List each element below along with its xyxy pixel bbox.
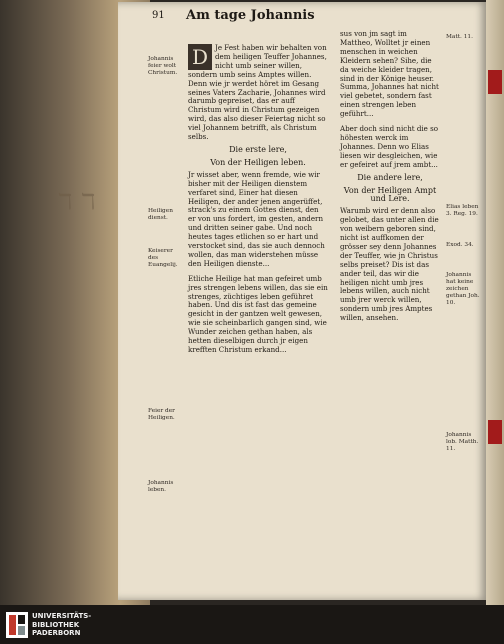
paragraph: Etliche Heilige hat man gefeiret umb jres strengen lebens willen, das sie ein strenges, züchtiges leben geführet haben. Und dis ist fast das gemeine gesicht in der gantzen welt gewesen, wie sie scheinbarlich gangen sind, wie Wunder zeichen gethan haben, als hetten dieselbigen durch jr eigen krefften Christum erkand... [188, 273, 328, 354]
next-pages-edge [486, 0, 504, 605]
running-head: Am tage Johannis [186, 8, 315, 23]
bookmark-tab [488, 70, 502, 94]
margin-note: Exod. 34. [446, 242, 474, 248]
paragraph: Warumb wird er denn also gelobet, das unter allen die von weibern geboren sind, nicht ist auffkomen der grösser sey denn Johannes der Teuffer, wie jn Christus selbs preiset? Dis ist das ander teil, das wir die heiligen nicht umb jres lebens willen, auch nicht umb jrer werck willen, sondern umb jres Amptes willen, ansehen. [340, 206, 439, 323]
margin-note: Keiserer des Euangelij. [148, 248, 178, 268]
paragraph: Je Fest haben wir behalten von dem heiligen Teuffer Johannes, nicht umb seiner willen, sondern umb seins Amptes willen. Denn wie jr werdet höret im Gesang seines Vaters Zacharie, Johannes wird darumb gepreiset, das er auff Christum wird in Christum gezeigen wird, das also dieser Feiertag nicht so viel Johannem betrifft, als Christum selbs. [188, 43, 327, 142]
paragraph: Jr wisset aber, wenn fremde, wie wir bisher mit der Heiligen dienstem verfaret sind, Einer hat diesen Heiligen, der ander jenen angerüffet, strack's zu einem Gottes dienst, den er von uns fordert, im gesten, andern und dritten seiner gabe. Und noch heutes tages etlichen so er hart und verstocket sind, das sie auch dennoch wollen, das man widerstehen müsse den Heiligen dienste... [188, 169, 325, 268]
library-name-line: UNIVERSITÄTS- [32, 612, 92, 620]
margin-note: Johannis lob. Matth. 11. [446, 432, 479, 452]
folio-number: 91 [152, 10, 165, 21]
library-logo-icon [6, 612, 28, 638]
decorated-initial: D [188, 44, 212, 70]
library-name-line: BIBLIOTHEK [32, 620, 80, 629]
library-name-line: PADERBORN [32, 629, 81, 637]
text-column-left [188, 44, 328, 355]
bookmark-tab [488, 420, 502, 444]
margin-note: Elias leben 3. Reg. 19. [446, 204, 479, 217]
text-column-right [340, 30, 440, 323]
section-title: Die erste lere, [229, 144, 287, 154]
section-title: Die andere lere, [357, 172, 423, 182]
margin-note: Heiligen dienst. [148, 208, 173, 221]
margin-note: Johannis hat keine zeichen gethan Joh. 10. [446, 272, 480, 306]
margin-note: Johannis feier wolt Christum. [148, 56, 178, 76]
section-subtitle: Von der Heiligen leben. [210, 157, 306, 167]
library-name [32, 612, 91, 638]
faded-show-through: ℸ ℸ [58, 190, 97, 215]
margin-note: Feier der Heiligen. [148, 408, 175, 421]
section-subtitle: Von der Heiligen Ampt und Lere. [343, 185, 437, 204]
paragraph: Aber doch sind nicht die so höhesten werck im Johannes. Denn wo Elias liesen wir desgleichen, wie er gefeiret auf jrem ambt... [340, 124, 439, 169]
margin-note: Johannis leben. [148, 480, 174, 493]
margin-note: Matt. 11. [446, 34, 473, 40]
paragraph: sus von jm sagt im Mattheo, Wolltet jr einen menschen in weichen Kleidern sehen? Sihe, die da weiche kleider tragen, sind in der Könige heuser. Summa, Johannes hat nicht viel gebetet, sondern fast einen strengen leben geführt... [340, 29, 439, 119]
